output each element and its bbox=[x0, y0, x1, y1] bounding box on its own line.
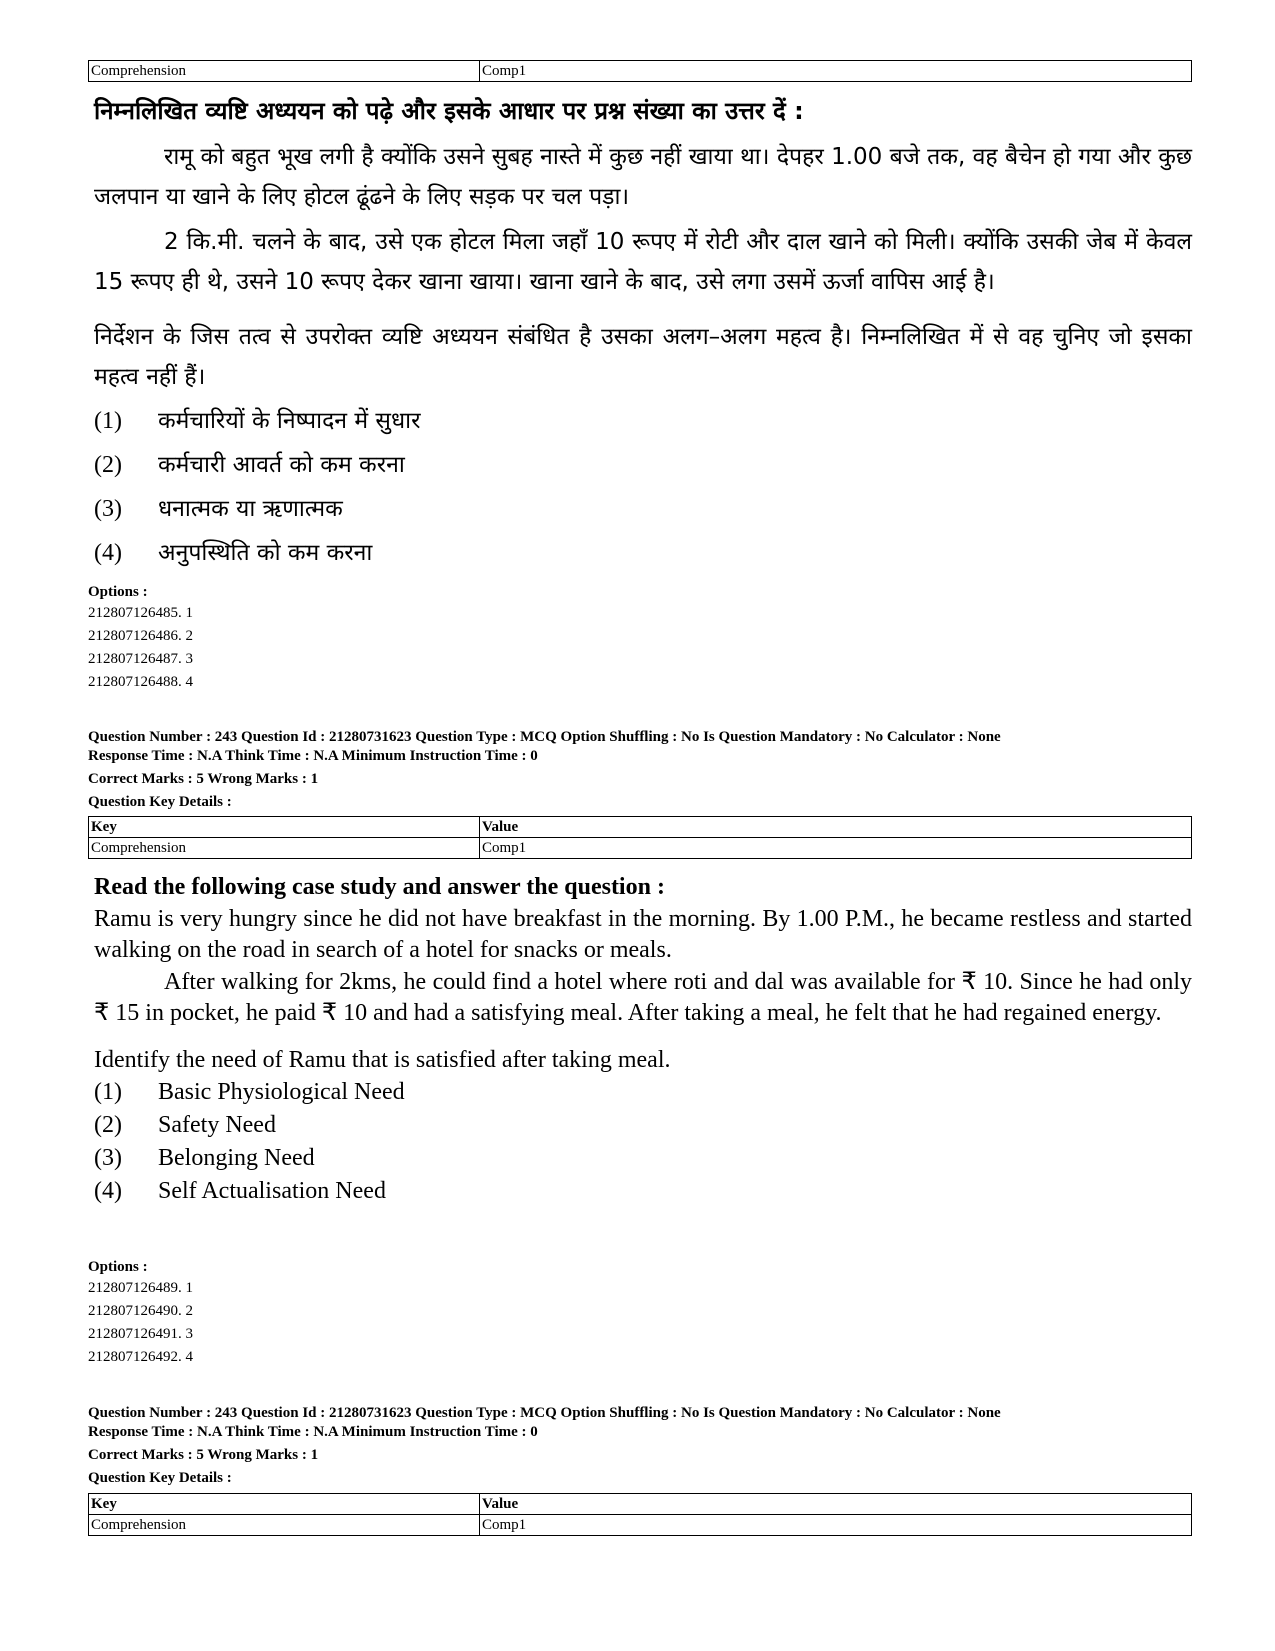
english-section bbox=[94, 872, 1192, 1208]
choice-number: (2) bbox=[94, 452, 122, 478]
options-block-1 bbox=[88, 583, 193, 694]
choice-number: (1) bbox=[94, 408, 122, 434]
table-cell-value: Comp1 bbox=[480, 1515, 1192, 1536]
table-header-value: Value bbox=[480, 817, 1192, 838]
key-value-table-2 bbox=[88, 1493, 1192, 1536]
hindi-paragraph-1: रामू को बहुत भूख लगी है क्योंकि उसने सुबह नास्ते में कुछ नहीं खाया था। देपहर 1.00 बजे तक, वह बैचेन हो गया और कुछ जलपान या खाने के लिए होटल ढूंढने के लिए सड़क पर चल पड़ा। bbox=[94, 144, 1192, 210]
question-info-line: Question Number : 243 Question Id : 21280731623 Question Type : MCQ Option Shuffling : No Is Question Mandatory : No Calculator : None bbox=[88, 1405, 1001, 1421]
hindi-question: निर्देशन के जिस तत्व से उपरोक्त व्यष्टि अध्ययन संबंधित है उसका अलग–अलग महत्व है। निम्नलिखित में से वह चुनिए जो इसका महत्व नहीं हैं। bbox=[94, 324, 1192, 390]
option-id: 212807126489. 1 bbox=[88, 1280, 193, 1296]
choice-number: (3) bbox=[94, 496, 122, 522]
hindi-heading: निम्नलिखित व्यष्टि अध्ययन को पढ़े और इसके आधार पर प्रश्न संख्या का उत्तर दें : bbox=[94, 97, 804, 125]
list-item bbox=[94, 487, 1192, 531]
choice-text: Basic Physiological Need bbox=[158, 1079, 405, 1105]
table-cell-key: Comprehension bbox=[89, 61, 480, 82]
table-cell-value: Comp1 bbox=[480, 838, 1192, 859]
table-header-row bbox=[89, 1494, 1192, 1515]
choice-text: Self Actualisation Need bbox=[158, 1178, 386, 1204]
list-item bbox=[94, 1175, 1192, 1208]
question-meta-2 bbox=[88, 1404, 1192, 1488]
choice-number: (3) bbox=[94, 1145, 122, 1171]
hindi-paragraph-2: 2 कि.मी. चलने के बाद, उसे एक होटल मिला जहाँ 10 रूपए में रोटी और दाल खाने को मिली। क्योंकि उसकी जेब में केवल 15 रूपए ही थे, उसने 10 रूपए देकर खाना खाया। खाना खाने के बाद, उसे लगा उसमें ऊर्जा वापिस आई है। bbox=[94, 229, 1192, 295]
option-id: 212807126491. 3 bbox=[88, 1326, 193, 1342]
table-header-value: Value bbox=[480, 1494, 1192, 1515]
english-choice-list bbox=[94, 1076, 1192, 1208]
list-item bbox=[94, 443, 1192, 487]
hindi-section bbox=[94, 95, 1192, 575]
table-header-key: Key bbox=[89, 1494, 480, 1515]
options-block-2 bbox=[88, 1258, 193, 1369]
response-time-line: Response Time : N.A Think Time : N.A Minimum Instruction Time : 0 bbox=[88, 748, 538, 764]
choice-number: (1) bbox=[94, 1079, 122, 1105]
options-label: Options : bbox=[88, 584, 148, 600]
choice-text: धनात्मक या ऋणात्मक bbox=[158, 496, 343, 522]
option-id: 212807126492. 4 bbox=[88, 1349, 193, 1365]
choice-number: (4) bbox=[94, 1178, 122, 1204]
list-item bbox=[94, 1142, 1192, 1175]
options-label: Options : bbox=[88, 1259, 148, 1275]
table-header-key: Key bbox=[89, 817, 480, 838]
list-item bbox=[94, 1076, 1192, 1109]
list-item bbox=[94, 1109, 1192, 1142]
english-paragraph-1: Ramu is very hungry since he did not have breakfast in the morning. By 1.00 P.M., he became restless and started walking on the road in search of a hotel for snacks or meals. bbox=[94, 906, 1192, 963]
key-value-table-1 bbox=[88, 816, 1192, 859]
table-row bbox=[89, 1515, 1192, 1536]
option-id: 212807126490. 2 bbox=[88, 1303, 193, 1319]
table-row bbox=[89, 838, 1192, 859]
english-paragraph-2: After walking for 2kms, he could find a hotel where roti and dal was available for ₹ 10. Since he had only ₹ 15 in pocket, he paid ₹ 10 and had a satisfying meal. After taking a meal, he felt that he had regained energy. bbox=[94, 969, 1192, 1026]
marks-line: Correct Marks : 5 Wrong Marks : 1 bbox=[88, 1447, 319, 1463]
table-cell-key: Comprehension bbox=[89, 838, 480, 859]
choice-text: कर्मचारी आवर्त को कम करना bbox=[158, 452, 405, 478]
choice-text: Safety Need bbox=[158, 1112, 276, 1138]
question-info-line: Question Number : 243 Question Id : 21280731623 Question Type : MCQ Option Shuffling : No Is Question Mandatory : No Calculator : None bbox=[88, 729, 1001, 745]
top-key-value-table bbox=[88, 60, 1192, 82]
option-id: 212807126485. 1 bbox=[88, 605, 193, 621]
choice-text: कर्मचारियों के निष्पादन में सुधार bbox=[158, 408, 421, 434]
table-cell-value: Comp1 bbox=[480, 61, 1192, 82]
list-item bbox=[94, 531, 1192, 575]
key-details-label: Question Key Details : bbox=[88, 1470, 232, 1486]
english-heading: Read the following case study and answer the question : bbox=[94, 874, 665, 900]
option-id: 212807126488. 4 bbox=[88, 674, 193, 690]
table-cell-key: Comprehension bbox=[89, 1515, 480, 1536]
english-question: Identify the need of Ramu that is satisfied after taking meal. bbox=[94, 1047, 671, 1073]
key-details-label: Question Key Details : bbox=[88, 794, 232, 810]
response-time-line: Response Time : N.A Think Time : N.A Minimum Instruction Time : 0 bbox=[88, 1424, 538, 1440]
question-meta-1 bbox=[88, 728, 1192, 812]
list-item bbox=[94, 399, 1192, 443]
hindi-choice-list bbox=[94, 399, 1192, 575]
option-id: 212807126486. 2 bbox=[88, 628, 193, 644]
option-id: 212807126487. 3 bbox=[88, 651, 193, 667]
table-header-row bbox=[89, 817, 1192, 838]
choice-number: (2) bbox=[94, 1112, 122, 1138]
table-row bbox=[89, 61, 1192, 82]
choice-number: (4) bbox=[94, 540, 122, 566]
choice-text: Belonging Need bbox=[158, 1145, 315, 1171]
marks-line: Correct Marks : 5 Wrong Marks : 1 bbox=[88, 771, 319, 787]
choice-text: अनुपस्थिति को कम करना bbox=[158, 540, 373, 566]
